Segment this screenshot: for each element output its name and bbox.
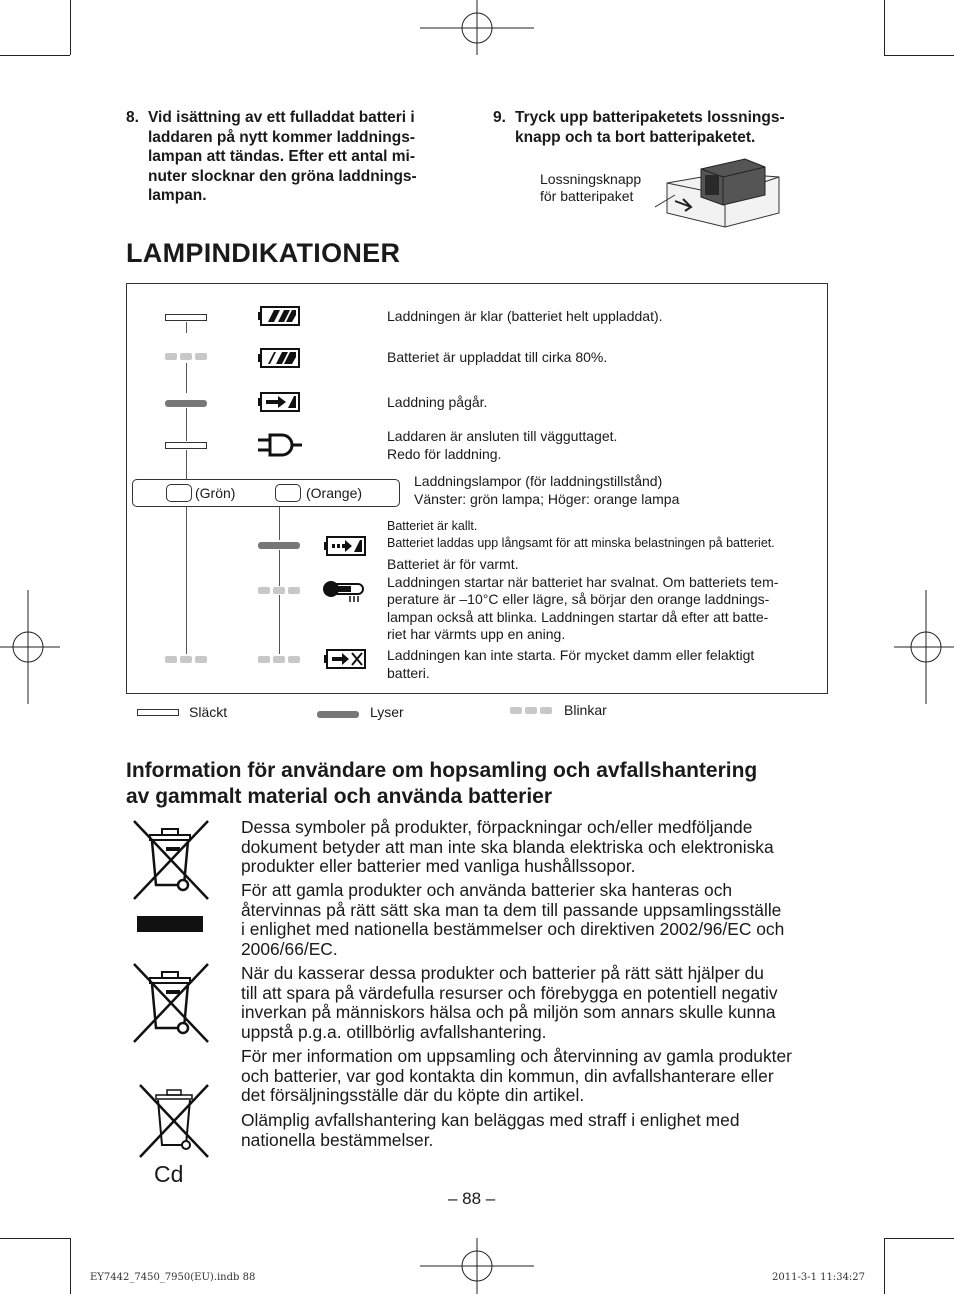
registration-mark-bottom xyxy=(420,1238,534,1294)
registration-mark-right xyxy=(894,590,954,704)
indicator-desc-charging: Laddning pågår. xyxy=(387,394,488,410)
legend-blink-symbol xyxy=(510,707,552,714)
thermometer-hot-icon xyxy=(322,577,370,603)
indicator-desc-charged: Laddningen är klar (batteriet helt uppladdat). xyxy=(387,308,663,324)
battery-slow-charge-icon xyxy=(324,535,368,557)
charging-lamps-desc: Laddningslampor (för laddningstillstånd) Vänster: grön lampa; Höger: orange lampa xyxy=(414,473,680,507)
legend-off-label: Släckt xyxy=(189,704,228,720)
lamp-blink-symbol xyxy=(165,353,207,360)
indicator-desc-warm: Batteriet är för varmt. Laddningen startar när batteriet har svalnat. Om batteriets tem- perature är –10°C eller lägre, så börjar den orange laddnings- lampan också att blinka. Laddningen startar då efter att batte- riet har värmts upp en aning. xyxy=(387,556,779,642)
page-number: – 88 – xyxy=(448,1189,496,1208)
battery-error-icon xyxy=(324,648,368,670)
paragraph-5: Olämplig avfallshantering kan beläggas med straff i enlighet med nationella bestämmelser. xyxy=(241,1110,740,1150)
battery-full-icon xyxy=(258,305,302,327)
registration-mark-top xyxy=(420,0,534,60)
green-lamp-label: (Grön) xyxy=(195,485,236,501)
lamp-off-symbol xyxy=(165,442,207,449)
lamp-on-symbol xyxy=(165,400,207,407)
orange-lamp xyxy=(275,484,301,502)
indicator-desc-80: Batteriet är uppladdat till cirka 80%. xyxy=(387,349,608,365)
paragraph-3: När du kasserar dessa produkter och batterier på rätt sätt hjälper du till att spara på värdefulla resurser och förebygga en potentiell negativ inverkan på människors hälsa och på miljön som annars skulle kunna uppstå p.g.a. otillbörlig avfallshantering. xyxy=(241,963,778,1042)
lamp-blink-symbol xyxy=(258,656,300,663)
section-heading: Information för användare om hopsamling och avfallshantering av gammalt material och använda batterier xyxy=(126,759,758,808)
legend-off-symbol xyxy=(137,709,179,716)
green-lamp xyxy=(166,484,192,502)
registration-mark-left xyxy=(0,590,60,704)
legend-on-symbol xyxy=(317,711,359,718)
cadmium-label: Cd xyxy=(154,1161,184,1187)
paragraph-2: För att gamla produkter och använda batterier ska hanteras och återvinnas på rätt sätt ska man ta dem till passande uppsamlingsställe i enlighet med nationella bestämmelser och direktiven 2002/96/EC och 2006/66/EC. xyxy=(241,880,785,959)
legend-blink-label: Blinkar xyxy=(564,702,607,718)
legend-on-label: Lyser xyxy=(370,704,404,720)
indicator-desc-error: Laddningen kan inte starta. För mycket damm eller felaktigt batteri. xyxy=(387,647,755,681)
lamp-off-symbol xyxy=(165,314,207,321)
crossed-bin-cd-icon xyxy=(136,1083,212,1161)
solid-bar-symbol xyxy=(137,916,203,932)
orange-lamp-label: (Orange) xyxy=(306,485,363,501)
crossed-bin-icon xyxy=(128,817,212,903)
lamp-on-symbol xyxy=(258,542,300,549)
footer-date: 2011-3-1 11:34:27 xyxy=(772,1272,866,1283)
battery-charging-icon xyxy=(258,391,302,413)
crossed-bin-icon xyxy=(128,960,212,1046)
lamp-blink-symbol xyxy=(258,587,300,594)
page-title: LAMPINDIKATIONER xyxy=(126,238,401,268)
indicator-desc-cold: Batteriet är kallt. Batteriet laddas upp långsamt för att minska belastningen på batteriet. xyxy=(387,519,775,550)
release-button-label: Lossningsknapp för batteripaket xyxy=(540,171,642,204)
footer-filename: EY7442_7450_7950(EU).indb 88 xyxy=(90,1272,256,1283)
charger-illustration xyxy=(655,155,785,230)
lamp-blink-symbol xyxy=(165,656,207,663)
indicator-desc-connected: Laddaren är ansluten till vägguttaget. Redo för laddning. xyxy=(387,428,618,462)
plug-icon xyxy=(256,432,304,460)
paragraph-1: Dessa symboler på produkter, förpackningar och/eller medföljande dokument betyder att man inte ska blanda elektriska och elektroniska produkter eller batterier med vanliga hushållssopor. xyxy=(241,817,774,876)
battery-80-icon xyxy=(258,347,302,369)
paragraph-4: För mer information om uppsamling och återvinning av gamla produkter och batterier, var god kontakta din kommun, din avfallshanterare eller det försäljningsställe där du köpte din artikel. xyxy=(241,1046,792,1105)
